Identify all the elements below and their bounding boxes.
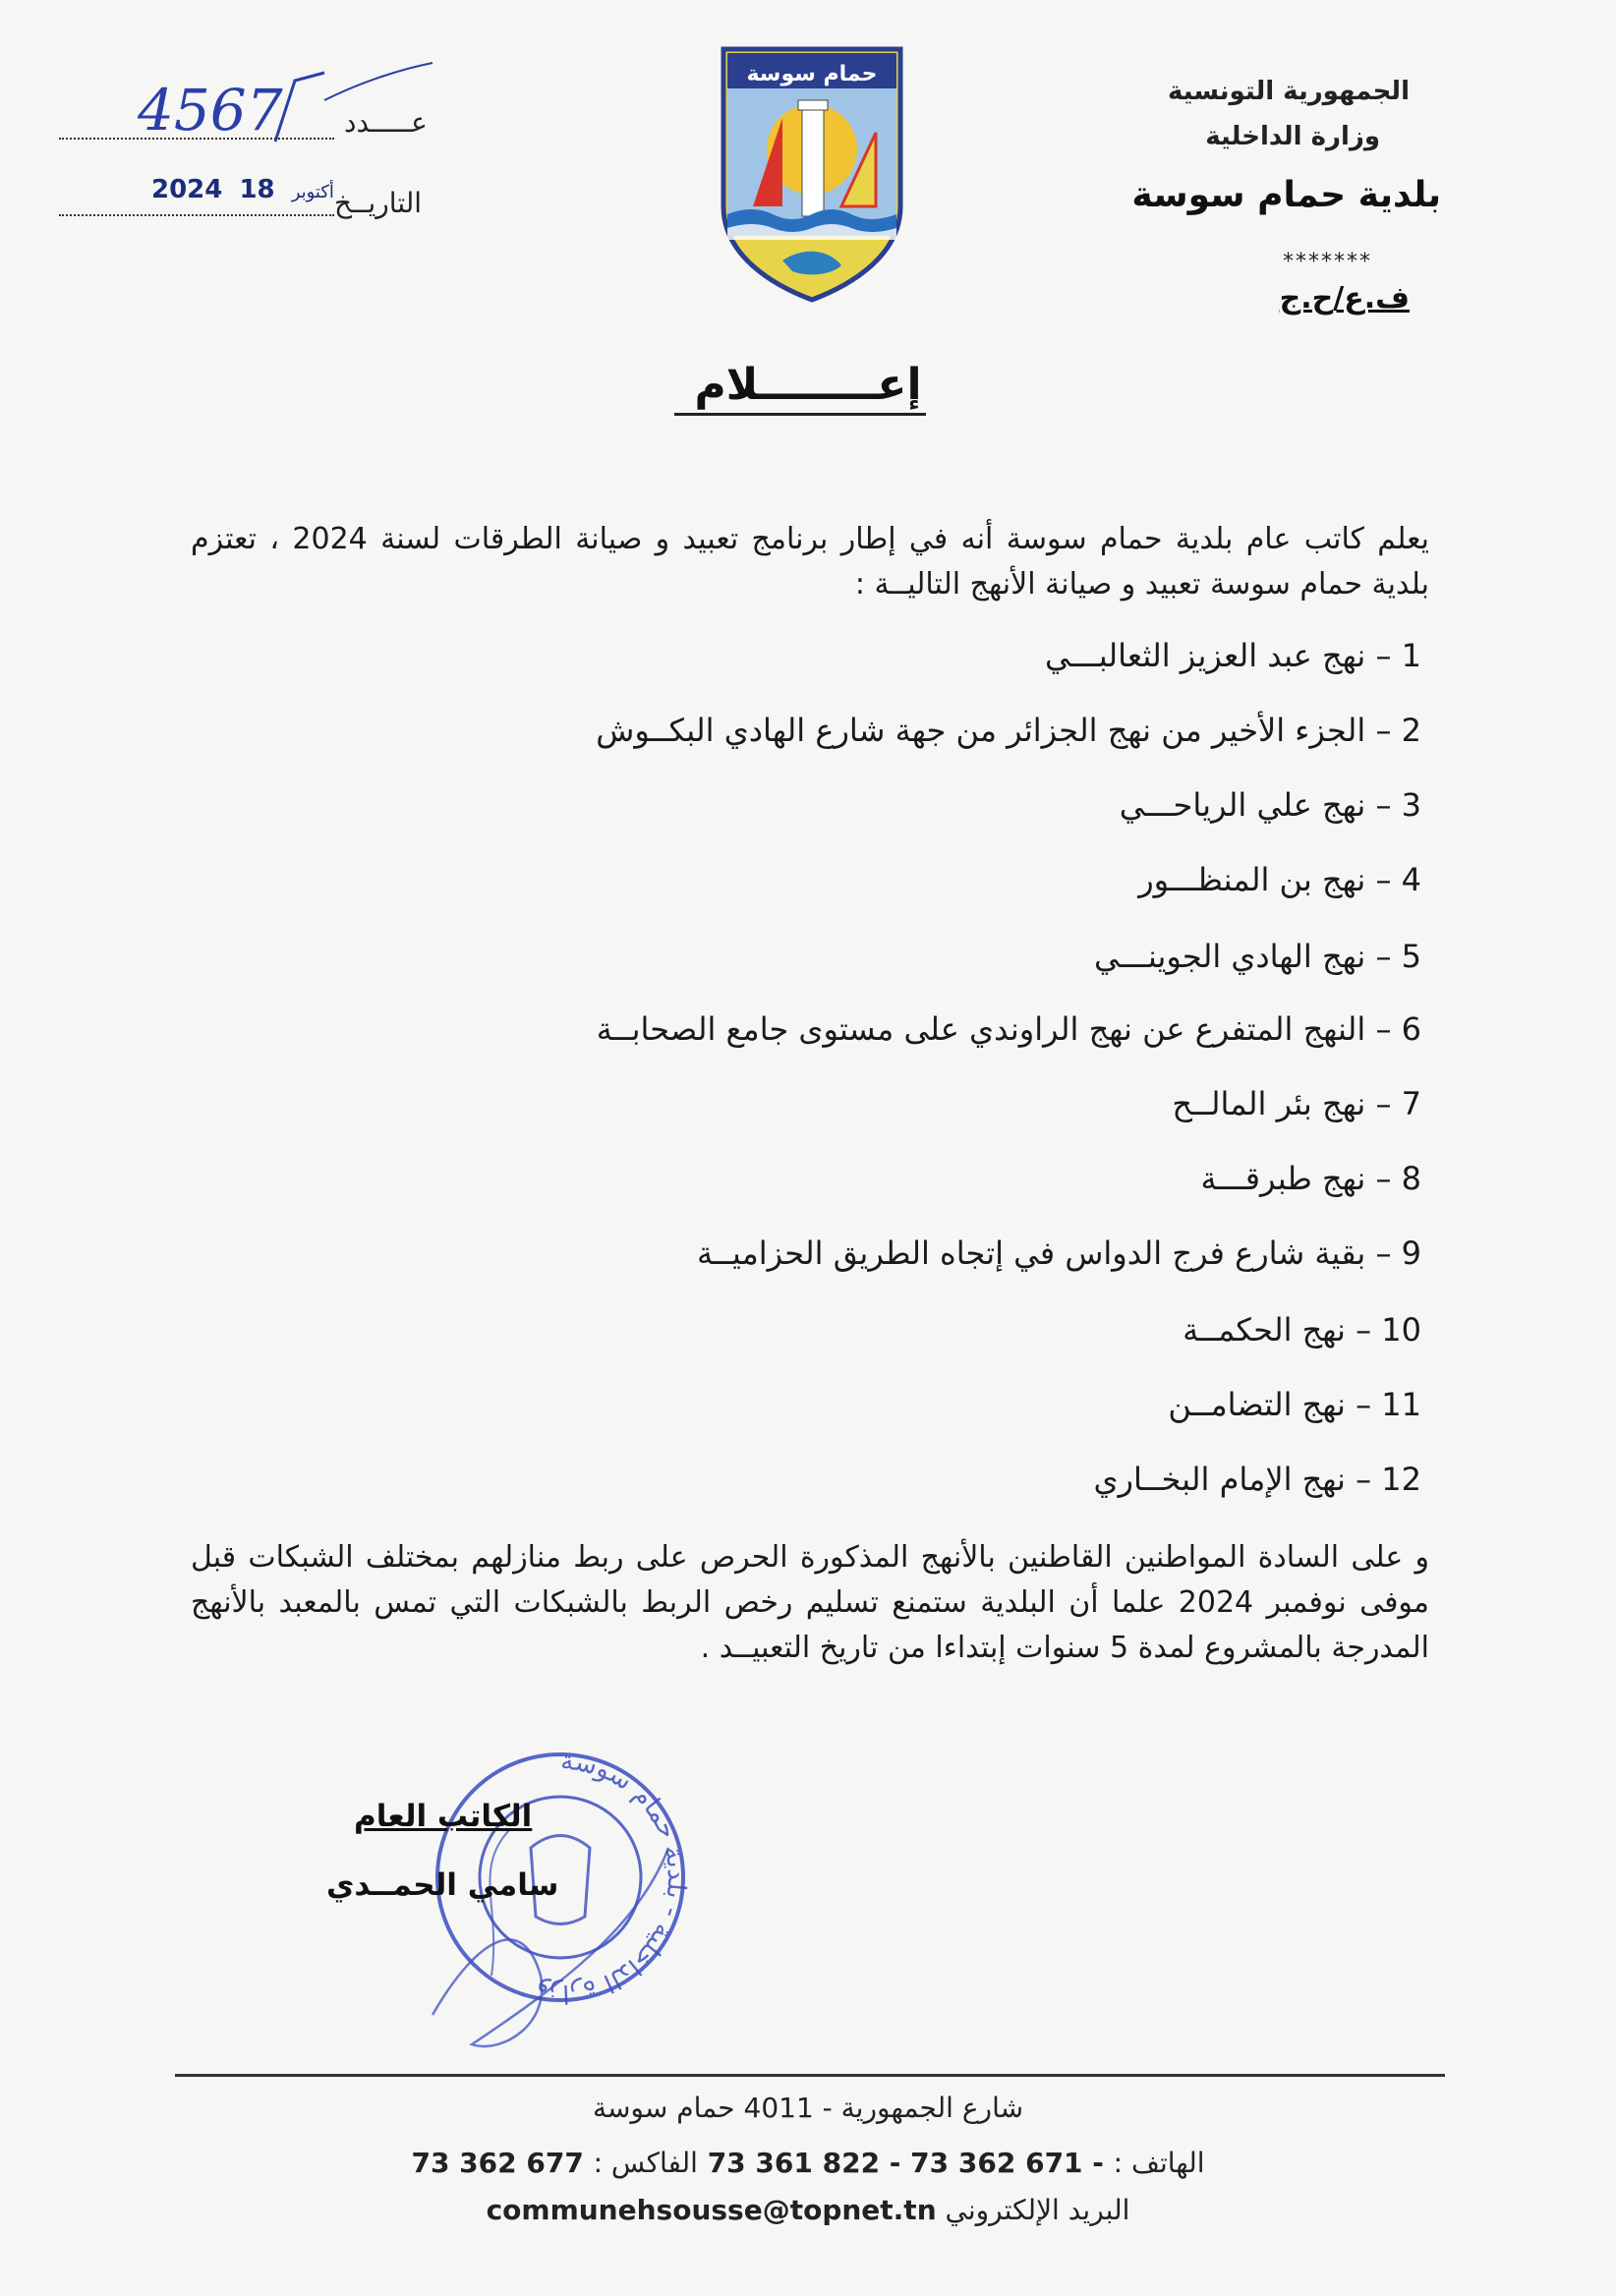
phone-label: الهاتف :: [1113, 2147, 1205, 2179]
number-label: عـــــدد: [344, 106, 428, 139]
number-dotted-line: [59, 138, 334, 140]
street-item: 11 – نهج التضامــن: [1168, 1386, 1421, 1423]
municipality-header: بلدية حمام سوسة: [1131, 175, 1441, 215]
footer-contact-line: [0, 2147, 1616, 2179]
date-label: التاريــخ: [334, 187, 423, 219]
footer-email-line: [0, 2194, 1616, 2226]
street-item: 5 – نهج الهادي الجوينـــي: [1094, 938, 1421, 975]
street-item: 3 – نهج علي الرياحـــي: [1119, 786, 1421, 824]
street-item: 9 – بقية شارع فرج الدواس في إتجاه الطريق الحزاميــة: [697, 1234, 1421, 1272]
title-underline: [674, 413, 926, 416]
date-dotted-line: [59, 214, 334, 216]
ministry-header: وزارة الداخلية: [1205, 122, 1380, 151]
signatory-name: سامي الحمــدي: [326, 1867, 559, 1903]
street-item: 4 – نهج بن المنظـــور: [1138, 861, 1421, 898]
street-item: 1 – نهج عبد العزيز الثعالبـــي: [1044, 637, 1421, 674]
date-day: 18: [239, 175, 275, 204]
street-item: 12 – نهج الإمام البخــاري: [1093, 1461, 1421, 1498]
footer-address: شارع الجمهورية - 4011 حمام سوسة: [592, 2092, 1024, 2124]
email-address: communehsousse@topnet.tn: [486, 2194, 937, 2226]
email-label: البريد الإلكتروني: [945, 2194, 1130, 2226]
phone-numbers: 73 361 822 - 73 362 671 -: [707, 2147, 1104, 2179]
date-stamp: [151, 175, 342, 204]
handwritten-number-text: 4567: [138, 77, 283, 144]
municipality-crest-logo: [714, 39, 910, 305]
footer-divider: [175, 2074, 1445, 2077]
department-code: ف.ع/ح.ج: [1279, 281, 1410, 316]
street-item: 6 – النهج المتفرع عن نهج الراوندي على مستوى جامع الصحابــة: [596, 1010, 1421, 1048]
fax-number: 73 362 677: [411, 2147, 584, 2179]
fax-label: الفاكس :: [593, 2147, 698, 2179]
date-month: أكتوبر: [291, 182, 334, 202]
intro-paragraph: يعلم كاتب عام بلدية حمام سوسة أنه في إطار برنامج تعبيد و صيانة الطرقات لسنة 2024 ، تعتزم بلدية حمام سوسة تعبيد و صيانة الأنهج التاليــة :: [191, 522, 1429, 602]
announcement-title: إعــــــــلام: [694, 360, 922, 410]
street-item: 10 – نهج الحكمــة: [1183, 1311, 1421, 1349]
street-item: 8 – نهج طبرقـــة: [1200, 1160, 1421, 1197]
crest-banner-text: حمام سوسة: [746, 62, 878, 86]
stars-divider: *******: [1283, 250, 1372, 274]
republic-header: الجمهورية التونسية: [1167, 77, 1410, 106]
street-item: 7 – نهج بئر المالــح: [1172, 1085, 1421, 1122]
signatory-title: الكاتب العام: [354, 1799, 533, 1834]
closing-paragraph: و على السادة المواطنين القاطنين بالأنهج المذكورة الحرص على ربط منازلهم بمختلف الشبكات قبل موفى نوفمبر 2024 علما أن البلدية ستمنع تسليم رخص الربط بالشبكات التي تمس بالمعبد بالأنهج المدرجة بالمشروع لمدة 5 سنوات إبتداءا من تاريخ التعبيــد .: [191, 1540, 1429, 1665]
street-item: 2 – الجزء الأخير من نهج الجزائر من جهة شارع الهادي البكــوش: [596, 712, 1421, 749]
stamp-ring-text: وزارة الداخلية - بلدية حمام سوسة: [534, 1746, 692, 2009]
date-year: 2024: [151, 175, 223, 204]
